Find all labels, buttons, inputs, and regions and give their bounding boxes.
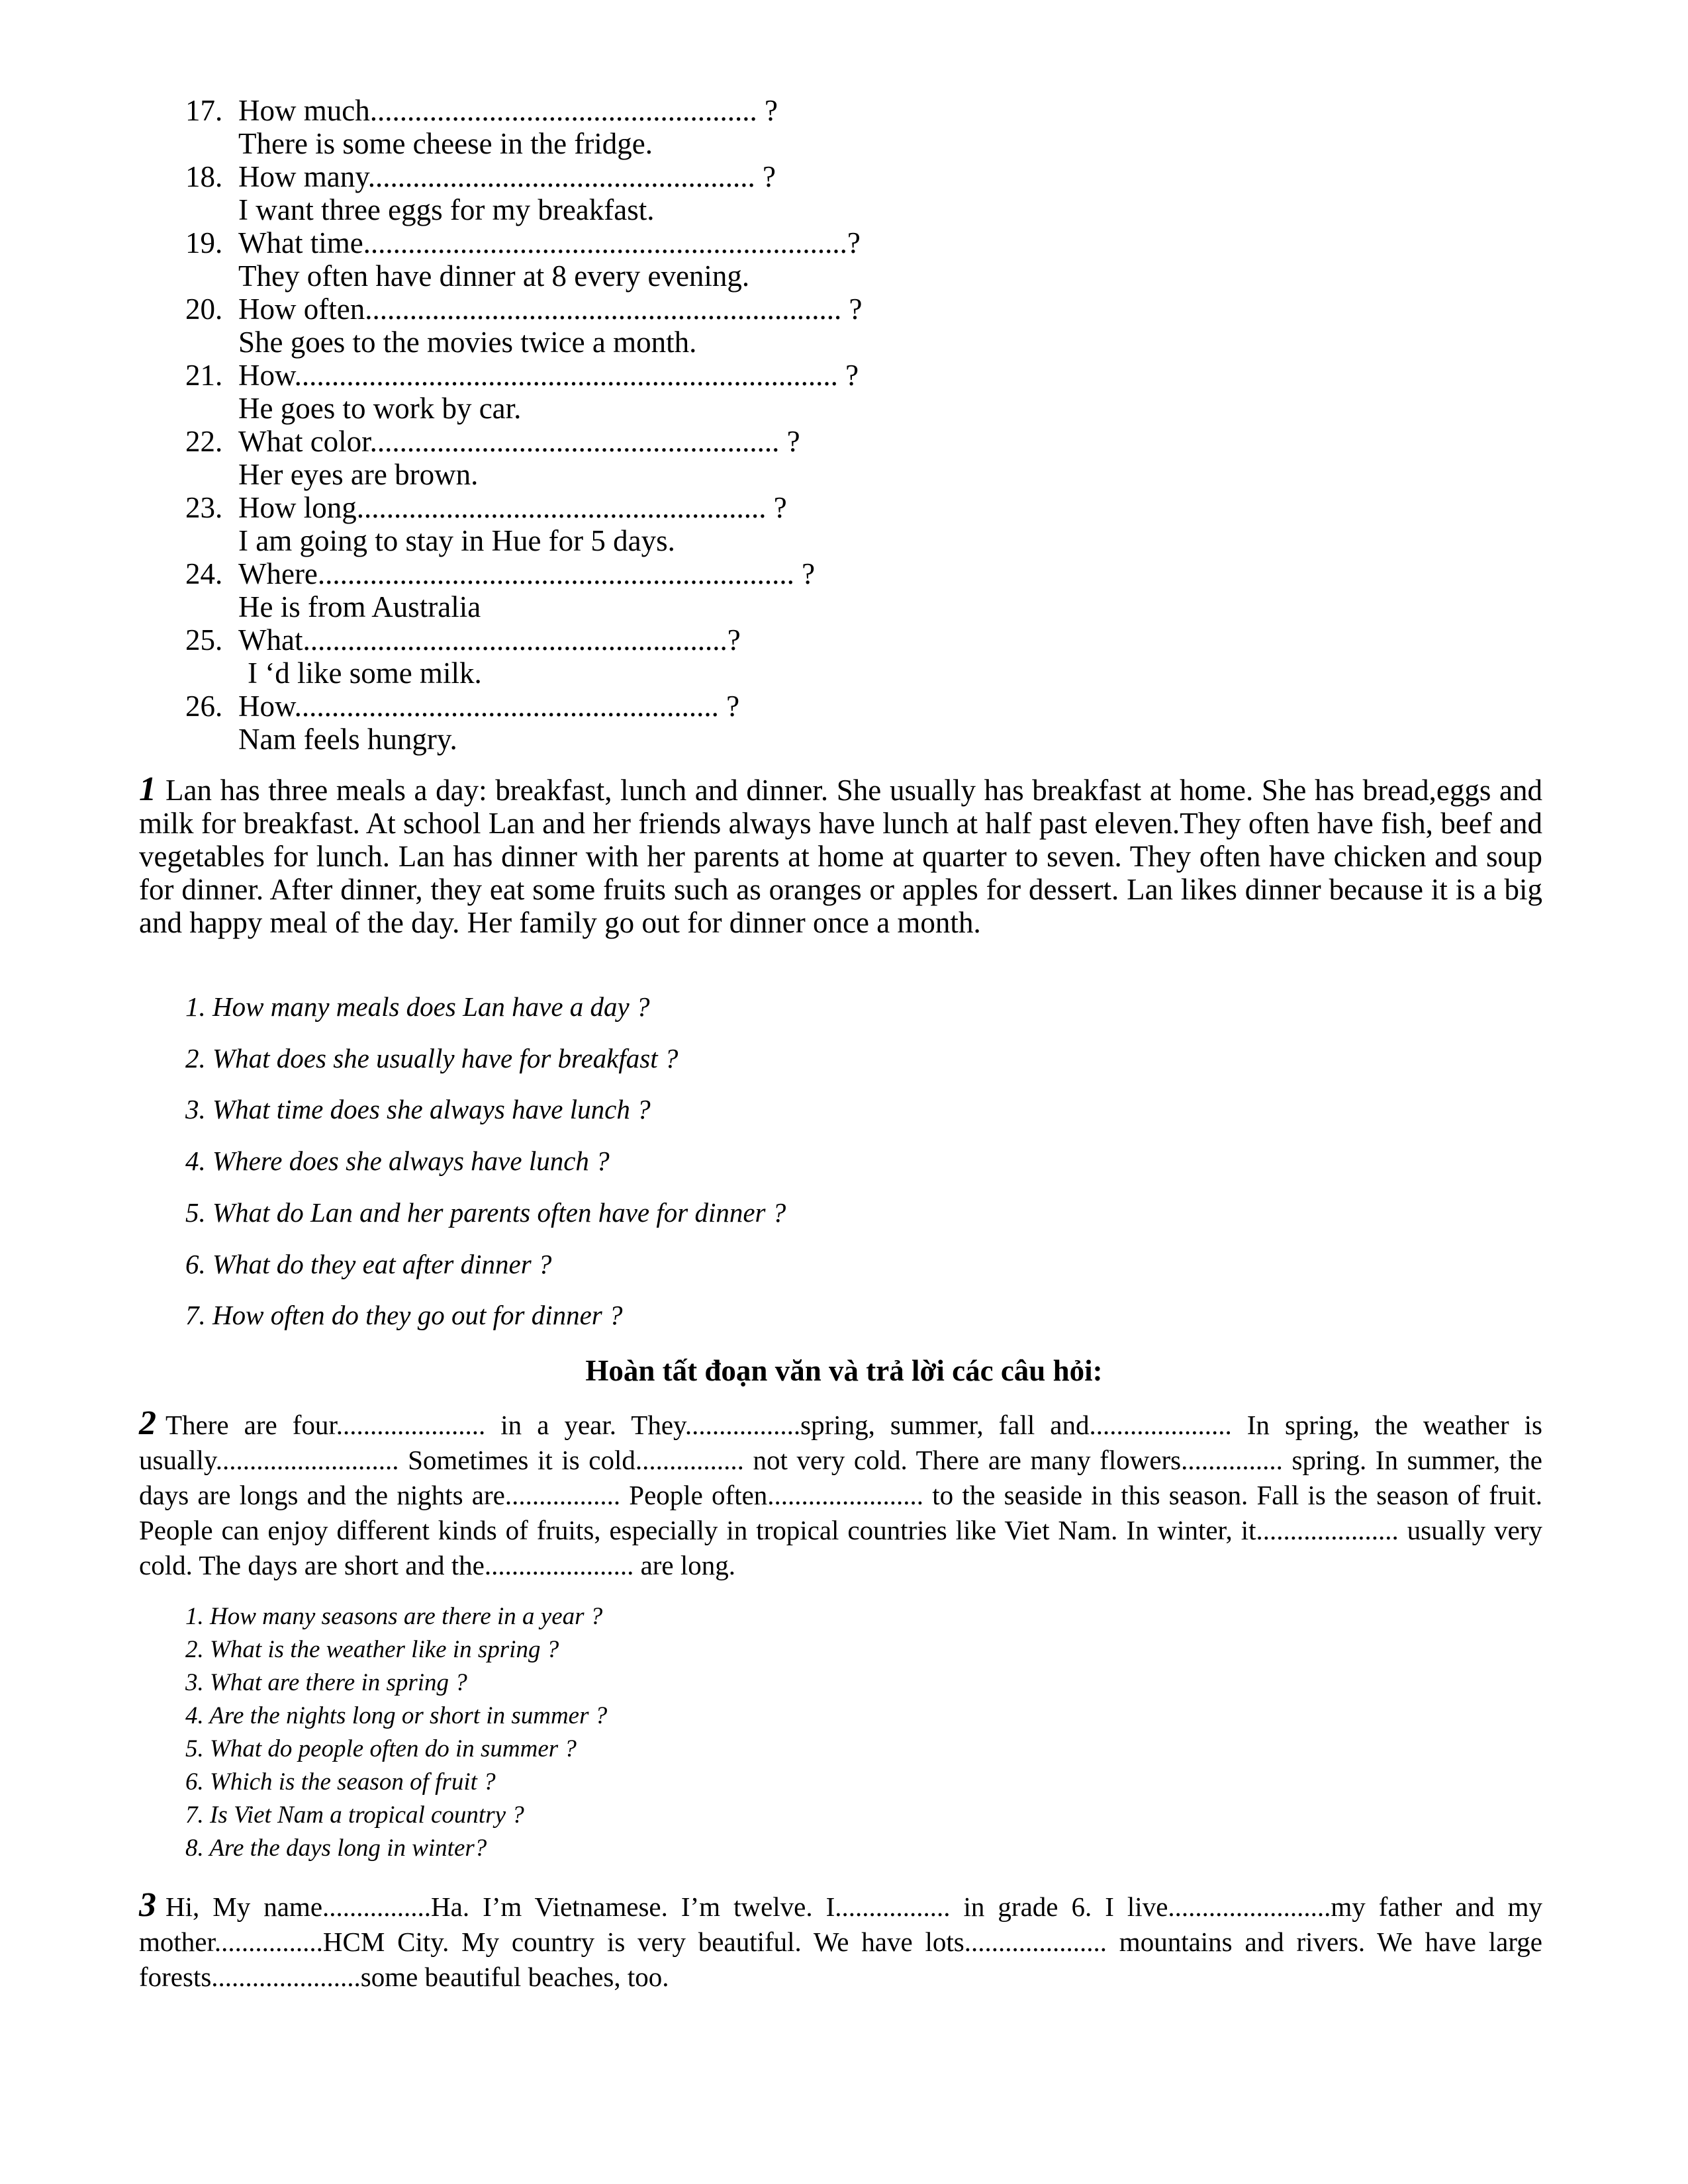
list-item: 2. What does she usually have for breakfast ?	[185, 1042, 679, 1073]
answer: He goes to work by car.	[238, 392, 522, 425]
reading-passage-3	[139, 1888, 1542, 1995]
answer: There is some cheese in the fridge.	[238, 127, 653, 160]
question: 25. What.........................................................?	[185, 623, 741, 657]
section-number: 2	[139, 1404, 156, 1442]
list-item: 5. What do Lan and her parents often have for dinner ?	[185, 1197, 786, 1228]
passage-text: There are four...................... in a year. They.................spring, summer, fall and..................... In spring, the weather is usually........................... Sometimes it is cold................ not very cold. There are many flowers............... spring. In summer, the days are longs and the nights are................. People often....................... to the seaside in this season. Fall is the season of fruit. People can enjoy different kinds of fruits, especially in tropical countries like Viet Nam. In winter, it..................... usually very cold. The days are short and the...................... are long.	[139, 1410, 1542, 1580]
list-item: 3. What time does she always have lunch ?	[185, 1094, 651, 1125]
question: 21. How......................................................................... ?	[185, 359, 859, 392]
answer: I ‘d like some milk.	[248, 657, 482, 690]
question-list	[185, 94, 980, 756]
question: 22. What color....................................................... ?	[185, 425, 800, 458]
question: 23. How long....................................................... ?	[185, 491, 787, 524]
question: 20. How often................................................................ ?	[185, 293, 863, 326]
section-number: 1	[139, 770, 156, 808]
answer: Nam feels hungry.	[238, 723, 457, 756]
list-item: 7. How often do they go out for dinner ?	[185, 1300, 623, 1331]
reading-passage-2	[139, 1406, 1542, 1583]
comprehension-questions-2	[185, 1600, 607, 1865]
question: 26. How......................................................... ?	[185, 690, 740, 723]
list-item: 4. Are the nights long or short in summer ?	[185, 1702, 608, 1729]
question: 18. How many.................................................... ?	[185, 160, 776, 193]
list-item: 4. Where does she always have lunch ?	[185, 1146, 610, 1177]
answer: She goes to the movies twice a month.	[238, 326, 697, 359]
passage-text: Lan has three meals a day: breakfast, lunch and dinner. She usually has breakfast at home. She has bread,eggs and milk for breakfast. At school Lan and her friends always have lunch at half past eleven.They often have fish, beef and vegetables for lunch. Lan has dinner with her parents at home at quarter to seven. They often have chicken and soup for dinner. After dinner, they eat some fruits such as oranges or apples for dessert. Lan likes dinner because it is a big and happy meal of the day. Her family go out for dinner once a month.	[139, 774, 1542, 939]
list-item: 2. What is the weather like in spring ?	[185, 1636, 559, 1663]
list-item: 1. How many seasons are there in a year ?	[185, 1603, 603, 1630]
answer: I am going to stay in Hue for 5 days.	[238, 524, 675, 557]
list-item: 1. How many meals does Lan have a day ?	[185, 991, 650, 1022]
list-item: 3. What are there in spring ?	[185, 1669, 467, 1696]
section-heading: Hoàn tất đoạn văn và trả lời các câu hỏi:	[585, 1354, 1103, 1387]
question: 17. How much.................................................... ?	[185, 94, 778, 127]
question: 19. What time.................................................................?	[185, 226, 861, 259]
reading-passage-1	[139, 770, 1542, 939]
list-item: 5. What do people often do in summer ?	[185, 1735, 577, 1762]
list-item: 8. Are the days long in winter?	[185, 1835, 487, 1862]
section-number: 3	[139, 1886, 156, 1924]
list-item: 6. What do they eat after dinner ?	[185, 1248, 552, 1279]
passage-text: Hi, My name................Ha. I’m Vietnamese. I’m twelve. I................. in grade 6. I live........................my father and my mother................HCM City. My country is very beautiful. We have lots..................... mountains and rivers. We have large forests......................some beautiful beaches, too.	[139, 1891, 1542, 1992]
answer: He is from Australia	[238, 590, 481, 623]
answer: I want three eggs for my breakfast.	[238, 193, 655, 226]
list-item: 7. Is Viet Nam a tropical country ?	[185, 1801, 524, 1829]
list-item: 6. Which is the season of fruit ?	[185, 1768, 496, 1796]
question: 24. Where................................................................ ?	[185, 557, 816, 590]
answer: Her eyes are brown.	[238, 458, 479, 491]
comprehension-questions-1	[185, 981, 786, 1342]
answer: They often have dinner at 8 every evening.	[238, 259, 750, 293]
